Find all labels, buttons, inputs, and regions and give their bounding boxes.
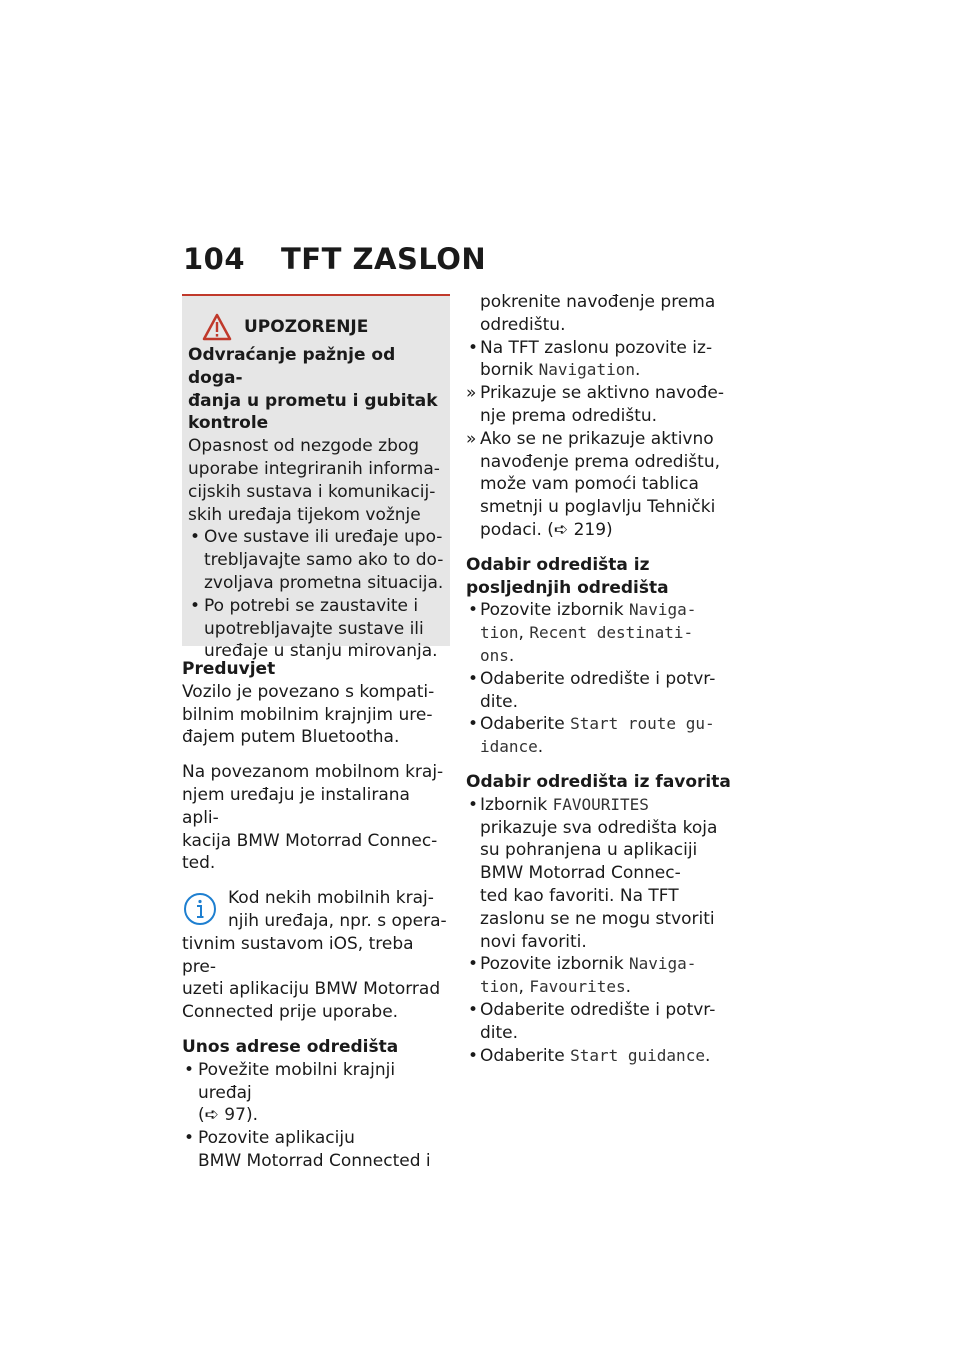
text-line: • Povežite mobilni krajnji uređaj xyxy=(198,1059,396,1103)
text-line: • Odaberite odredište i potvr- xyxy=(480,668,716,689)
arrow-ref-icon: ➪ xyxy=(204,1105,219,1126)
menu-code: Naviga- xyxy=(628,600,697,620)
text-line: dite. xyxy=(480,1022,519,1043)
info-icon xyxy=(182,891,218,927)
text-line: ted. xyxy=(182,853,216,874)
text-line: odredištu. xyxy=(480,314,566,335)
text-line: uzeti aplikaciju BMW Motorrad xyxy=(182,979,441,1000)
text-line: nje prema odredištu. xyxy=(480,405,658,426)
text-line: ted kao favoriti. Na TFT xyxy=(480,885,679,906)
menu-code: Navigation xyxy=(538,360,635,380)
page-ref[interactable]: 219 xyxy=(573,519,607,540)
text-line xyxy=(480,599,738,622)
result-item xyxy=(466,382,738,428)
warning-heading-line: kontrole xyxy=(188,413,269,434)
warning-body xyxy=(188,435,444,526)
app-paragraph xyxy=(182,761,450,875)
text-line: Odabir odredišta iz xyxy=(466,554,650,575)
arrow-ref-icon: ➪ xyxy=(553,519,569,540)
text-line: idance. xyxy=(480,737,544,758)
warning-header xyxy=(188,310,444,344)
text-line: tivnim sustavom iOS, treba pre- xyxy=(182,933,414,977)
text-line: ons. xyxy=(480,645,515,666)
text-line xyxy=(480,953,738,976)
menu-code: tion xyxy=(480,977,519,997)
text-line: tion, Recent destinati- xyxy=(480,623,694,644)
favourites-title: Odabir odredišta iz favorita xyxy=(466,771,731,792)
page-header xyxy=(183,242,486,276)
continued-text xyxy=(466,291,738,337)
text-line: prikazuje sva odredišta koja xyxy=(480,817,718,838)
page-ref[interactable]: 97 xyxy=(224,1105,246,1126)
warning-body-line: uporabe integriranih informa- xyxy=(188,458,440,479)
text-line: kacija BMW Motorrad Connec- xyxy=(182,830,438,851)
warning-heading xyxy=(188,344,444,435)
favourites-bullet xyxy=(466,953,738,999)
text-line: njem uređaju je instalirana apli- xyxy=(182,784,410,828)
text-line: zaslonu se ne mogu stvoriti xyxy=(480,908,715,929)
menu-code: tion xyxy=(480,623,519,643)
text-span: Pozovite izbornik xyxy=(480,954,624,975)
text-span: Izbornik xyxy=(480,794,548,815)
text-span: Odaberite xyxy=(480,714,565,735)
address-bullet xyxy=(182,1059,450,1127)
recent-bullet xyxy=(466,599,738,667)
text-span: bornik xyxy=(480,360,534,381)
text-line: » Prikazuje se aktivno navođe- xyxy=(480,383,724,404)
text-line xyxy=(480,713,738,736)
text-line: • Odaberite Start guidance. xyxy=(480,1045,711,1066)
page-number: 104 xyxy=(183,242,246,276)
text-line xyxy=(480,794,738,817)
text-line: tion, Favourites. xyxy=(480,977,632,998)
text-line: su pohranjena u aplikaciji xyxy=(480,840,698,861)
warning-heading-line: Odvraćanje pažnje od doga- xyxy=(188,345,396,388)
warning-bullet xyxy=(188,595,444,663)
text-line: smetnji u poglavlju Tehnički xyxy=(480,497,716,518)
result-item xyxy=(466,428,738,542)
text-line: Connected prije uporabe. xyxy=(182,1002,399,1023)
warning-bullet xyxy=(188,526,444,594)
warning-body-line: cijskih sustava i komunikacij- xyxy=(188,481,436,502)
text-span: podaci. xyxy=(480,519,542,540)
chapter-title: TFT ZASLON xyxy=(281,242,487,276)
menu-code: FAVOURITES xyxy=(552,794,649,814)
text-line: navođenje prema odredištu, xyxy=(480,451,720,472)
recent-title xyxy=(466,554,738,600)
text-line: • Pozovite aplikaciju xyxy=(198,1128,355,1149)
warning-bullet-line: trebljavajte samo ako to do- xyxy=(204,550,444,571)
nav-bullet xyxy=(466,337,738,383)
warning-bullet-line: • Ove sustave ili uređaje upo- xyxy=(204,527,443,548)
text-line: » Ako se ne prikazuje aktivno xyxy=(480,428,714,449)
left-column xyxy=(182,658,450,1173)
menu-code: Recent destinati- xyxy=(529,623,694,643)
text-line: • Na TFT zaslonu pozovite iz- xyxy=(480,337,713,358)
prereq-text xyxy=(182,681,450,749)
menu-code: idance xyxy=(480,737,538,757)
text-line: njih uređaja, npr. s opera- xyxy=(228,910,447,931)
info-note xyxy=(182,887,450,1024)
warning-heading-line: đanja u prometu i gubitak xyxy=(188,390,438,411)
favourites-bullet xyxy=(466,1045,738,1068)
text-line: bornik Navigation. xyxy=(480,360,641,381)
right-column xyxy=(466,291,738,1067)
warning-body-line: Opasnost od nezgode zbog xyxy=(188,436,420,457)
warning-label: UPOZORENJE xyxy=(244,317,369,337)
text-line: Vozilo je povezano s kompati- xyxy=(182,681,435,702)
favourites-bullet xyxy=(466,999,738,1045)
address-bullet xyxy=(182,1127,450,1173)
text-line: može vam pomoći tablica xyxy=(480,474,699,495)
recent-bullet xyxy=(466,713,738,759)
text-line: bilnim mobilnim krajnjim ure- xyxy=(182,704,433,725)
text-line: BMW Motorrad Connec- xyxy=(480,863,681,884)
menu-code: Favourites xyxy=(529,977,626,997)
text-span: Pozovite izbornik xyxy=(480,600,624,621)
menu-code: Naviga- xyxy=(628,954,697,974)
reference-line: podaci. (➪ 219) xyxy=(480,519,613,540)
text-line: novi favoriti. xyxy=(480,931,587,952)
warning-bullet-line: • Po potrebi se zaustavite i xyxy=(204,595,419,616)
recent-bullet xyxy=(466,668,738,714)
warning-box xyxy=(182,294,450,662)
warning-bullet-line: zvoljava prometna situacija. xyxy=(204,572,444,593)
text-line: Kod nekih mobilnih kraj- xyxy=(228,888,434,909)
prereq-title: Preduvjet xyxy=(182,659,276,679)
warning-bullet-line: upotrebljavajte sustave ili xyxy=(204,618,424,639)
text-line: • Odaberite odredište i potvr- xyxy=(480,999,716,1020)
text-line: BMW Motorrad Connected i xyxy=(198,1150,431,1171)
warning-bullet-line: uređaje u stanju mirovanja. xyxy=(204,641,438,662)
text-line: đajem putem Bluetootha. xyxy=(182,727,400,748)
text-line: Na povezanom mobilnom kraj- xyxy=(182,762,444,783)
warning-body-line: skih uređaja tijekom vožnje xyxy=(188,504,421,525)
text-line: pokrenite navođenje prema xyxy=(480,292,716,312)
menu-code: Start guidance xyxy=(570,1045,705,1065)
menu-code: ons xyxy=(480,645,509,665)
warning-triangle-icon xyxy=(202,313,232,341)
text-line: dite. xyxy=(480,691,519,712)
favourites-bullet xyxy=(466,794,738,954)
reference-line: (➪ 97). xyxy=(198,1105,258,1126)
text-span: Odaberite xyxy=(480,1045,565,1066)
menu-code: Start route gu- xyxy=(570,714,715,734)
address-title: Unos adrese odredišta xyxy=(182,1036,399,1057)
text-line: posljednjih odredišta xyxy=(466,577,669,598)
